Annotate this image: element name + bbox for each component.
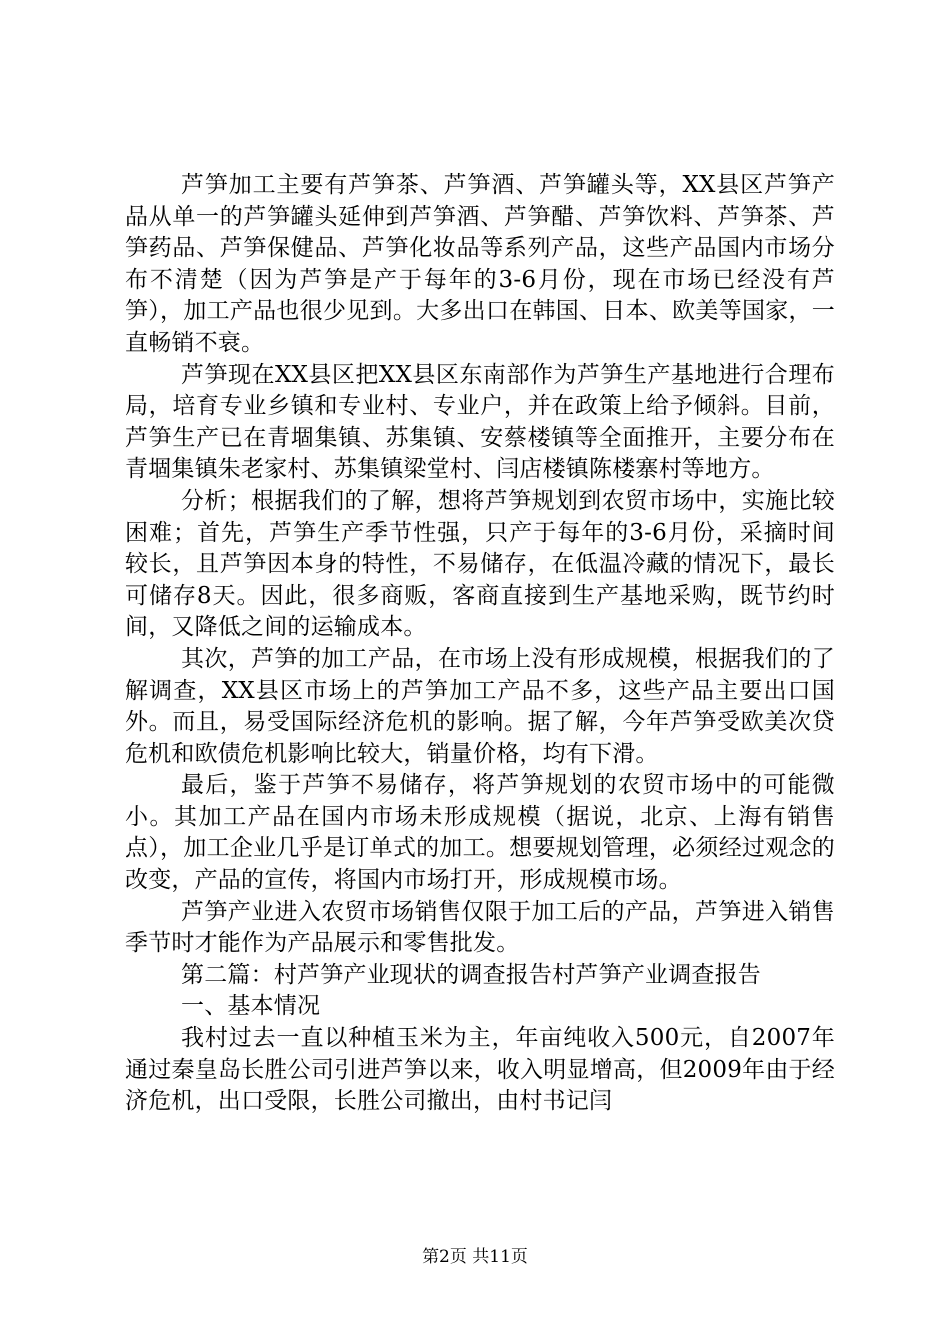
paragraph-2: 芦笋现在XX县区把XX县区东南部作为芦笋生产基地进行合理布局，培育专业乡镇和专业村、专业户，并在政策上给予倾斜。目前，芦笋生产已在青堌集镇、苏集镇、安蔡楼镇等全面推开，主要分布在青堌集镇朱老家村、苏集镇梁堂村、闫店楼镇陈楼寨村等地方。 — [125, 361, 835, 483]
section-heading-part-two: 第二篇：村芦笋产业现状的调查报告村芦笋产业调查报告 — [181, 961, 761, 988]
subheading-basic-situation: 一、基本情况 — [181, 993, 321, 1020]
paragraph-6: 芦笋产业进入农贸市场销售仅限于加工后的产品，芦笋进入销售季节时才能作为产品展示和零售批发。 — [125, 898, 835, 957]
paragraph-7: 我村过去一直以种植玉米为主，年亩纯收入500元，自2007年通过秦皇岛长胜公司引进芦笋以来，收入明显增高，但2009年由于经济危机，出口受限，长胜公司撤出，由村书记闫 — [125, 1025, 835, 1115]
paragraph-4: 其次，芦笋的加工产品，在市场上没有形成规模，根据我们的了解调查，XX县区市场上的芦笋加工产品不多，这些产品主要出口国外。而且，易受国际经济危机的影响。据了解，今年芦笋受欧美次贷危机和欧债危机影响比较大，销量价格，均有下滑。 — [125, 645, 835, 767]
paragraph-1: 芦笋加工主要有芦笋茶、芦笋酒、芦笋罐头等，XX县区芦笋产品从单一的芦笋罐头延伸到芦笋酒、芦笋醋、芦笋饮料、芦笋茶、芦笋药品、芦笋保健品、芦笋化妆品等系列产品，这些产品国内市场分布不清楚（因为芦笋是产于每年的3-6月份，现在市场已经没有芦笋），加工产品也很少见到。大多出口在韩国、日本、欧美等国家，一直畅销不衰。 — [125, 172, 835, 356]
paragraph-3: 分析；根据我们的了解，想将芦笋规划到农贸市场中，实施比较困难；首先，芦笋生产季节性强，只产于每年的3-6月份，采摘时间较长，且芦笋因本身的特性，不易储存，在低温冷藏的情况下，最长可储存8天。因此，很多商贩，客商直接到生产基地采购，既节约时间，又降低之间的运输成本。 — [125, 487, 835, 641]
document-body — [125, 170, 835, 1118]
paragraph-5: 最后，鉴于芦笋不易储存，将芦笋规划的农贸市场中的可能微小。其加工产品在国内市场未形成规模（据说，北京、上海有销售点），加工企业几乎是订单式的加工。想要规划管理，必须经过观念的改变，产品的宣传，将国内市场打开，形成规模市场。 — [125, 772, 835, 894]
page-footer: 第2页 共11页 — [422, 1247, 528, 1267]
